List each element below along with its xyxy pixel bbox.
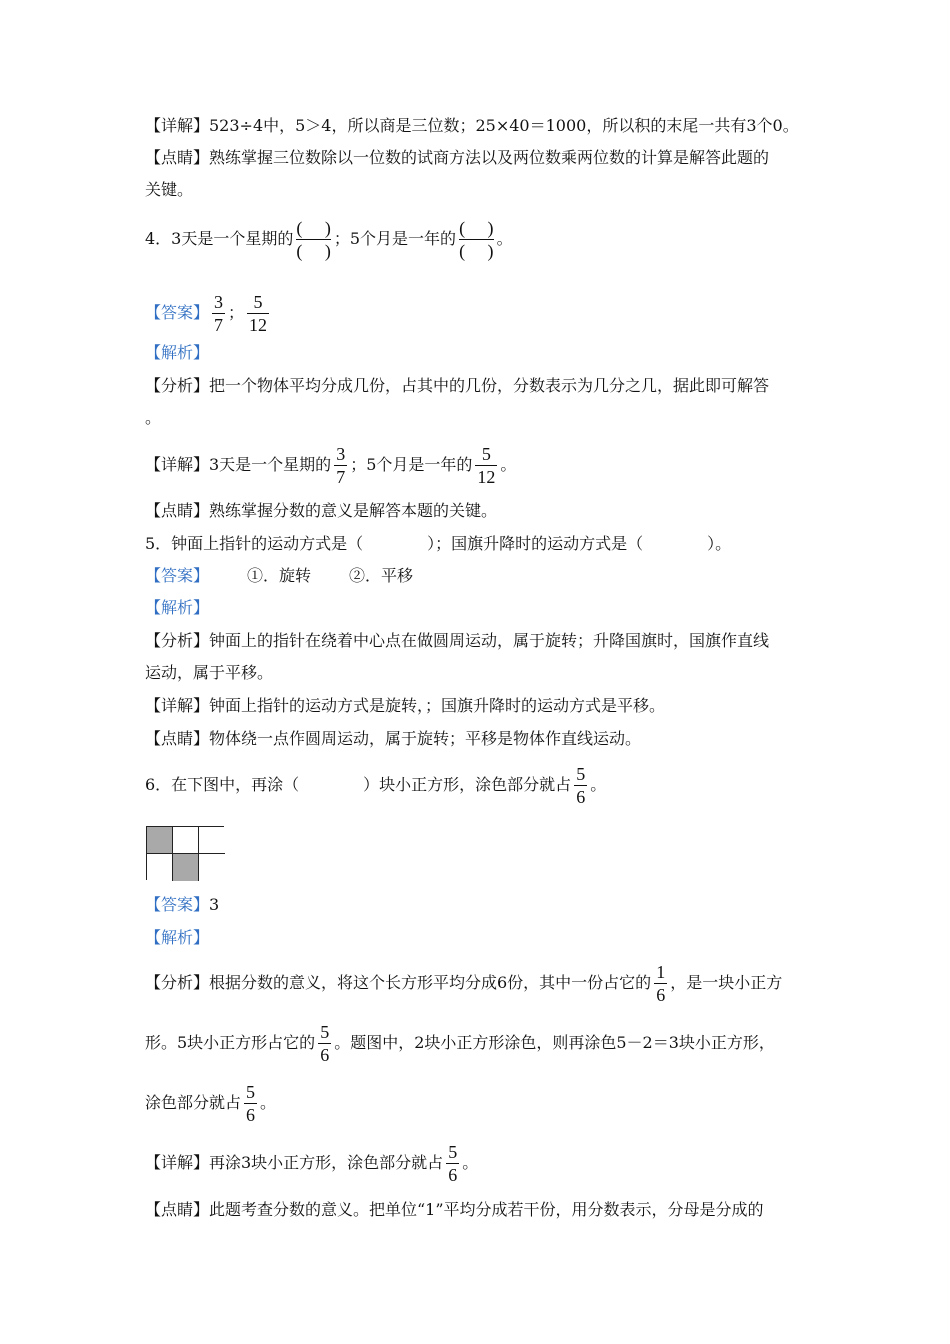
question-4: 4．3天是一个星期的 $\frac{( )}{( )}$ ；5个月是一年的 $\frac{( )}{( )}$ 。 [145, 218, 513, 261]
fraction-5-6: $\frac{5}{6}$ [576, 764, 586, 807]
answer-5: 【答案】 ①．旋转 ②．平移 [145, 566, 414, 585]
analysis-heading: 【解析】 [145, 598, 210, 617]
grid-square [173, 854, 199, 881]
fraction-1-6: $\frac{1}{6}$ [656, 962, 666, 1005]
key-point-4: 【点睛】熟练掌握分数的意义是解答本题的关键。 [145, 501, 498, 520]
analysis-5: 【分析】钟面上的指针在绕着中心点在做圆周运动，属于旋转；升降国旗时，国旗作直线 [145, 631, 770, 650]
blank-fraction: $\frac{( )}{( )}$ [459, 218, 494, 261]
analysis-4-cont: 。 [145, 408, 162, 427]
answer-4: 【答案】 $\frac{3}{7}$ ； $\frac{5}{12}$ [145, 292, 268, 335]
grid-square [199, 827, 225, 854]
grid-square [173, 827, 199, 854]
question-5: 5．钟面上指针的运动方式是（ ）；国旗升降时的运动方式是（ ）。 [145, 534, 732, 553]
analysis-5-cont: 运动，属于平移。 [145, 663, 274, 682]
square-grid [146, 826, 224, 880]
fraction-5-6: $\frac{5}{6}$ [320, 1022, 330, 1065]
fraction-3-7: $\frac{3}{7}$ [336, 444, 346, 487]
key-point-line-cont: 关键。 [145, 180, 194, 199]
answer-6: 【答案】3 [145, 895, 220, 914]
detail-6: 【详解】再涂3块小正方形，涂色部分就占 $\frac{5}{6}$ 。 [145, 1142, 479, 1185]
analysis-heading: 【解析】 [145, 928, 210, 947]
fraction-5-6: $\frac{5}{6}$ [246, 1082, 256, 1125]
key-point-5: 【点睛】物体绕一点作圆周运动，属于旋转；平移是物体作直线运动。 [145, 729, 642, 748]
grid-square [147, 827, 173, 854]
grid-square [199, 854, 225, 881]
fraction-5-12: $\frac{5}{12}$ [249, 292, 268, 335]
fraction-5-6: $\frac{5}{6}$ [448, 1142, 458, 1185]
analysis-6-cont: 形。5块小正方形占它的 $\frac{5}{6}$ 。题图中，2块小正方形涂色，则再涂色5－2＝3块小正方形， [145, 1022, 775, 1065]
key-point-line: 【点睛】熟练掌握三位数除以一位数的试商方法以及两位数乘两位数的计算是解答此题的 [145, 148, 770, 167]
question-6: 6．在下图中，再涂（ ）块小正方形，涂色部分就占 $\frac{5}{6}$ 。 [145, 764, 607, 807]
analysis-4: 【分析】把一个物体平均分成几份，占其中的几份，分数表示为几分之几，据此即可解答 [145, 376, 770, 395]
blank-fraction: $\frac{( )}{( )}$ [296, 218, 331, 261]
detail-5: 【详解】钟面上指针的运动方式是旋转，；国旗升降时的运动方式是平移。 [145, 696, 666, 715]
analysis-6: 【分析】根据分数的意义，将这个长方形平均分成6份，其中一份占它的 $\frac{1}{6}$ ，是一块小正方 [145, 962, 783, 1005]
detail-line: 【详解】523÷4中，5＞4，所以商是三位数；25×40＝1000，所以积的末尾一共有3个0。 [145, 116, 799, 135]
fraction-3-7: $\frac{3}{7}$ [214, 292, 224, 335]
fraction-5-12: $\frac{5}{12}$ [477, 444, 496, 487]
key-point-6: 【点睛】此题考查分数的意义。把单位“1”平均分成若干份，用分数表示，分母是分成的 [145, 1200, 764, 1219]
analysis-heading: 【解析】 [145, 343, 210, 362]
analysis-6-cont2: 涂色部分就占 $\frac{5}{6}$ 。 [145, 1082, 277, 1125]
detail-4: 【详解】3天是一个星期的 $\frac{3}{7}$ ；5个月是一年的 $\frac{5}{12}$ 。 [145, 444, 517, 487]
grid-square [147, 854, 173, 881]
